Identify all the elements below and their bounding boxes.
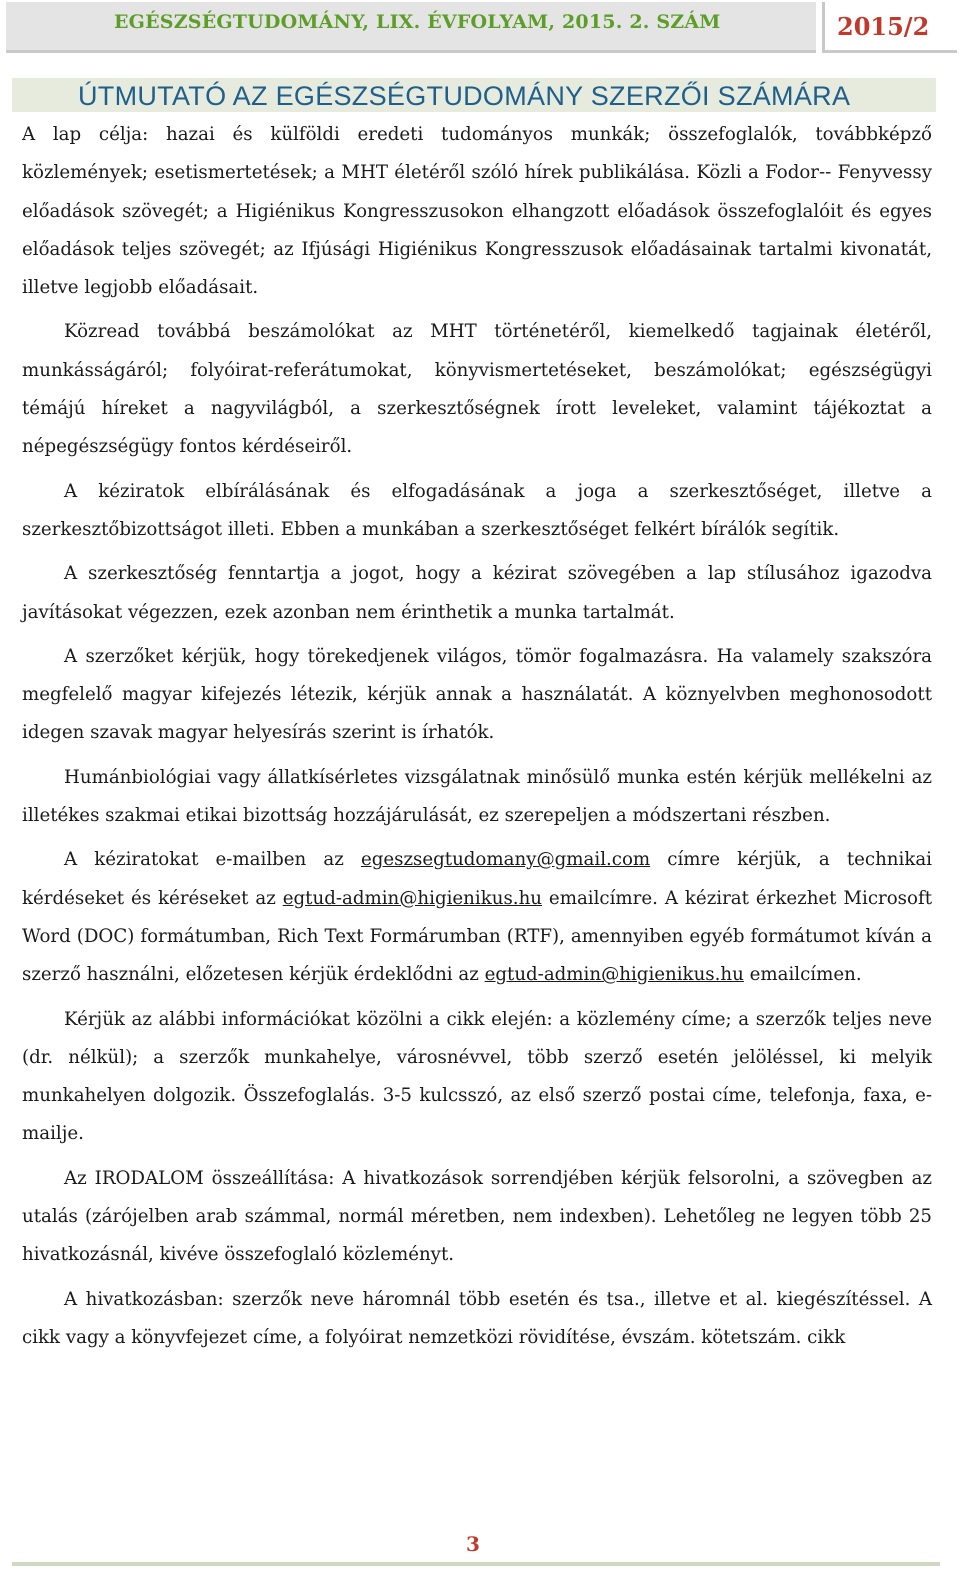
paragraph-purpose: A lap célja: hazai és külföldi eredeti tudományos munkák; összefoglalók, továbbképző közlemények; esetismertetések; a MHT életéről szóló hírek publikálása. Közli a Fodor-- Fenyvessy előadások szövegét; a Higiénikus Kongresszusokon elhangzott előadások összefoglalóit és egyes előadások teljes szövegét; az Ifjúsági Higiénikus Kongresszusok előadásainak tartalmi kivonatát, illetve legjobb előadásait. xyxy=(22,124,932,299)
paragraph-editing-rights: A szerkesztőség fenntartja a jogot, hogy a kézirat szövegében a lap stílusához igazodva javításokat végezzen, ezek azonban nem érinthetik a munka tartalmát. xyxy=(22,563,932,623)
paragraph-article-info: Kérjük az alábbi információkat közölni a cikk elején: a közlemény címe; a szerzők teljes neve (dr. nélkül); a szerzők munkahelye, városnévvel, több szerző esetén jelöléssel, ki melyik munkahelyen dolgozik. Összefoglalás. 3-5 kulcsszó, az első szerző postai címe, telefonja, faxa, e-mailje. xyxy=(22,1008,932,1145)
issue-number: 2015/2 xyxy=(837,12,930,41)
paragraph-style-guidance: A szerzőket kérjük, hogy törekedjenek világos, tömör fogalmazásra. Ha valamely szakszóra megfelelő magyar kifejezés létezik, kérjük annak a használatát. A köznyelvben meghonosodott idegen szavak magyar helyesírás szerint is írhatók. xyxy=(22,645,932,744)
email-link-admin-2[interactable]: egtud-admin@higienikus.hu xyxy=(484,964,744,986)
email-link-admin[interactable]: egtud-admin@higienikus.hu xyxy=(282,887,542,909)
submission-text-d: emailcímen. xyxy=(743,964,862,986)
journal-title: EGÉSZSÉGTUDOMÁNY, LIX. ÉVFOLYAM, 2015. 2. SZÁM xyxy=(114,11,721,33)
issue-box xyxy=(822,2,957,53)
page-number: 3 xyxy=(466,1532,480,1556)
paragraph-review-rights: A kéziratok elbírálásának és elfogadásának a joga a szerkesztőséget, illetve a szerkesztőbizottságot illeti. Ebben a munkában a szerkesztőséget felkért bírálók segítik. xyxy=(22,480,932,540)
journal-title-bar xyxy=(6,2,816,53)
paragraph-submission xyxy=(22,841,932,994)
email-link-editorial[interactable]: egeszsegtudomany@gmail.com xyxy=(360,849,651,871)
footer-divider xyxy=(12,1562,940,1566)
guide-title: ÚTMUTATÓ AZ EGÉSZSÉGTUDOMÁNY SZERZŐI SZÁMÁRA xyxy=(78,81,851,111)
paragraph-publications: Közread továbbá beszámolókat az MHT történetéről, kiemelkedő tagjainak életéről, munkásságáról; folyóirat-referátumokat, könyvismertetéseket, beszámolókat; egészségügyi témájú híreket a nagyvilágból, a szerkesztőségnek írott leveleket, valamint tájékoztat a népegészségügy fontos kérdéseiről. xyxy=(22,321,932,458)
paragraph-citation-format: A hivatkozásban: szerzők neve háromnál több esetén és tsa., illetve et al. kiegészítéssel. A cikk vagy a könyvfejezet címe, a folyóirat nemzetközi rövidítése, évszám. kötetszám. cikk xyxy=(22,1288,932,1348)
guide-title-bar xyxy=(12,78,936,112)
paragraph-ethics: Humánbiológiai vagy állatkísérletes vizsgálatnak minősülő munka estén kérjük mellékelni az illetékes szakmai etikai bizottság hozzájárulását, ez szerepeljen a módszertani részben. xyxy=(22,766,932,827)
submission-text-a: A kéziratokat e-mailben az xyxy=(64,849,361,871)
paragraph-references: Az IRODALOM összeállítása: A hivatkozások sorrendjében kérjük felsorolni, a szövegben az utalás (zárójelben arab számmal, normál méretben, nem indexben). Lehetőleg ne legyen több 25 hivatkozásnál, kivéve összefoglaló közleményt. xyxy=(22,1167,932,1266)
article-body xyxy=(22,116,932,1363)
submission-text-c: emailcímre. A kézirat érkezhet Microsoft Word (DOC) formátumban, Rich Text Formárumban (RTF), amennyiben egyéb formátumot kíván a szerző használni, előzetesen kérjük érdeklődni az xyxy=(22,887,933,986)
submission-text-b: címre kérjük, a technikai kérdéseket és kéréseket az xyxy=(22,849,932,909)
page-header xyxy=(6,2,954,52)
